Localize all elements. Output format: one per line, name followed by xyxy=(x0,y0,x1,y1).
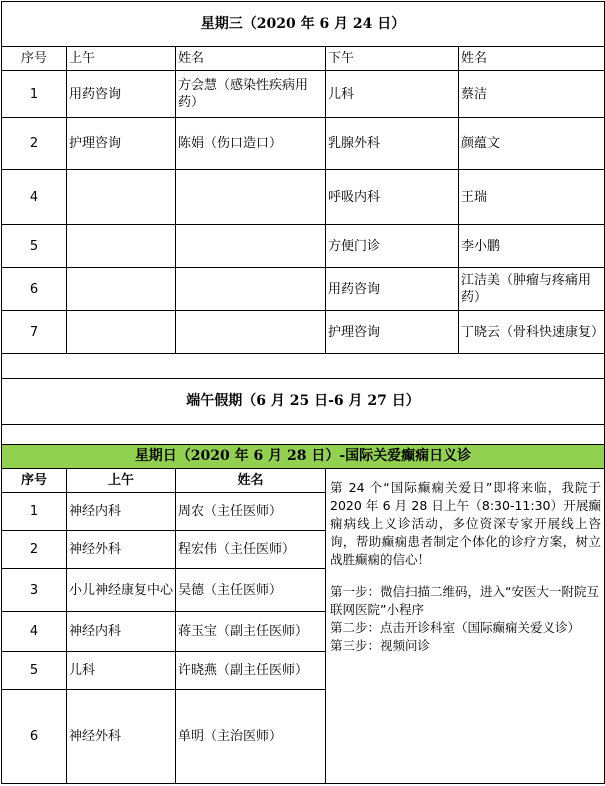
wednesday-title: 星期三（2020 年 6 月 24 日） xyxy=(2,2,605,47)
row-pm-doctor: 王瑞 xyxy=(459,170,605,225)
table-row xyxy=(2,71,605,118)
row-am-dept xyxy=(67,170,176,225)
sunday-title: 星期日（2020 年 6 月 28 日）-国际关爱癫痫日义诊 xyxy=(2,445,605,469)
row-doctor: 周农（主任医师） xyxy=(176,493,326,531)
sunday-table xyxy=(1,444,605,784)
row-doctor: 蒋玉宝（副主任医师） xyxy=(176,612,326,652)
header-pm: 下午 xyxy=(326,47,459,71)
header-no: 序号 xyxy=(2,47,67,71)
row-am-dept: 用药咨询 xyxy=(67,71,176,118)
row-pm-dept: 护理咨询 xyxy=(326,311,459,354)
header-no: 序号 xyxy=(2,469,67,493)
row-pm-doctor: 江洁美（肿瘤与疼痛用药） xyxy=(459,268,605,311)
event-intro: 第 24 个“国际癫痫关爱日”即将来临，我院于 2020 年 6 月 28 日上午（8:30-11:30）开展癫痫病线上义诊活动，多位资深专家开展线上咨询，帮助癫痫患者制定个体化的诊疗方案，树立战胜癫痫的信心！ xyxy=(330,480,601,567)
row-pm-doctor: 李小鹏 xyxy=(459,225,605,268)
row-dept: 儿科 xyxy=(67,652,176,690)
row-dept: 神经内科 xyxy=(67,612,176,652)
row-no: 2 xyxy=(2,118,67,170)
table-row xyxy=(2,311,605,354)
header-am-name: 姓名 xyxy=(176,469,326,493)
row-dept: 神经外科 xyxy=(67,531,176,569)
row-no: 1 xyxy=(2,493,67,531)
row-am-doctor xyxy=(176,170,326,225)
header-am: 上午 xyxy=(67,47,176,71)
row-dept: 神经外科 xyxy=(67,690,176,784)
header-am: 上午 xyxy=(67,469,176,493)
event-notes xyxy=(326,469,605,784)
row-am-doctor xyxy=(176,268,326,311)
header-pm-name: 姓名 xyxy=(459,47,605,71)
row-dept: 小儿神经康复中心 xyxy=(67,569,176,612)
row-doctor: 程宏伟（主任医师） xyxy=(176,531,326,569)
row-pm-dept: 呼吸内科 xyxy=(326,170,459,225)
table-row xyxy=(2,170,605,225)
step-3: 第三步：视频问诊 xyxy=(330,638,431,653)
row-doctor: 许晓燕（副主任医师） xyxy=(176,652,326,690)
row-doctor: 吴德（主任医师） xyxy=(176,569,326,612)
wednesday-header-row xyxy=(2,47,605,71)
row-pm-dept: 方便门诊 xyxy=(326,225,459,268)
spacer-row xyxy=(2,354,605,379)
row-no: 6 xyxy=(2,268,67,311)
row-no: 6 xyxy=(2,690,67,784)
row-no: 1 xyxy=(2,71,67,118)
row-no: 5 xyxy=(2,225,67,268)
row-dept: 神经内科 xyxy=(67,493,176,531)
row-pm-doctor: 蔡洁 xyxy=(459,71,605,118)
row-no: 4 xyxy=(2,170,67,225)
row-pm-doctor: 丁晓云（骨科快速康复） xyxy=(459,311,605,354)
row-pm-dept: 用药咨询 xyxy=(326,268,459,311)
sunday-header-row xyxy=(2,469,605,493)
row-doctor: 单明（主治医师） xyxy=(176,690,326,784)
row-am-dept xyxy=(67,225,176,268)
header-am-name: 姓名 xyxy=(176,47,326,71)
row-am-dept xyxy=(67,311,176,354)
row-no: 7 xyxy=(2,311,67,354)
table-row xyxy=(2,268,605,311)
row-pm-dept: 儿科 xyxy=(326,71,459,118)
schedule-table xyxy=(1,1,605,446)
step-2: 第二步：点击开诊科室（国际癫痫关爱义诊） xyxy=(330,620,581,635)
table-row xyxy=(2,118,605,170)
row-no: 4 xyxy=(2,612,67,652)
row-am-doctor xyxy=(176,225,326,268)
spacer-row xyxy=(2,425,605,446)
step-1: 第一步：微信扫描二维码，进入“安医大一附院互联网医院”小程序 xyxy=(330,584,599,617)
row-am-doctor: 陈娟（伤口造口） xyxy=(176,118,326,170)
row-pm-dept: 乳腺外科 xyxy=(326,118,459,170)
row-no: 5 xyxy=(2,652,67,690)
row-am-doctor: 方会慧（感染性疾病用药） xyxy=(176,71,326,118)
row-am-dept: 护理咨询 xyxy=(67,118,176,170)
table-row xyxy=(2,225,605,268)
row-no: 3 xyxy=(2,569,67,612)
row-no: 2 xyxy=(2,531,67,569)
row-am-doctor xyxy=(176,311,326,354)
holiday-title: 端午假期（6 月 25 日-6 月 27 日） xyxy=(2,379,605,425)
row-pm-doctor: 颜蕴文 xyxy=(459,118,605,170)
row-am-dept xyxy=(67,268,176,311)
